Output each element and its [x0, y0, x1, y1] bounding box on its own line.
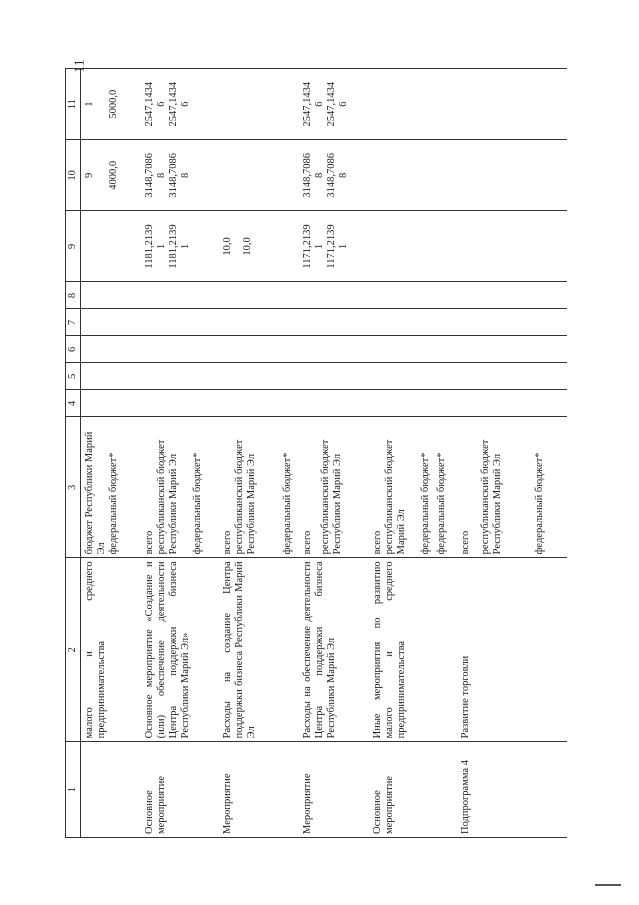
row-name-cell: Расходы на обеспечение деятельности Центра поддержки бизнеса Республики Марий Эл	[298, 557, 368, 741]
empty-cell	[140, 335, 218, 362]
value-cell-11	[140, 68, 218, 139]
value: 2547,1434	[325, 81, 336, 126]
column-header: 8	[65, 282, 80, 309]
value: 1181,2139	[167, 223, 178, 269]
column-header: 3	[65, 416, 80, 557]
empty-cell	[218, 282, 298, 309]
funding-source: федеральный бюджет*	[533, 451, 544, 554]
funding-source: республиканский бюджет Республики Марий Эл	[479, 439, 502, 554]
table-row	[456, 68, 566, 837]
empty-cell	[368, 362, 456, 389]
value-cell-11	[456, 68, 566, 139]
value-cell-9	[368, 210, 456, 281]
value-cell-11	[218, 68, 298, 139]
value-cell-10	[456, 139, 566, 210]
empty-cell	[456, 335, 566, 362]
value: 3148,7086	[143, 152, 154, 198]
value: 1	[83, 101, 95, 107]
value-cell-9	[218, 210, 298, 281]
empty-cell	[80, 389, 140, 416]
funding-source: федеральный бюджет*	[435, 451, 446, 554]
value-cell-10	[80, 139, 140, 210]
empty-cell	[140, 389, 218, 416]
page-number: 11	[72, 59, 88, 73]
row-type-cell: Подпрограмма 4	[456, 741, 566, 837]
value: 1	[313, 243, 324, 249]
funding-source-cell	[140, 416, 218, 557]
table-header-row	[65, 68, 80, 837]
empty-cell	[80, 362, 140, 389]
row-type-cell: Мероприятие	[218, 741, 298, 837]
column-header: 11	[65, 68, 80, 139]
funding-source: федеральный бюджет*	[191, 451, 202, 554]
empty-cell	[298, 362, 368, 389]
row-type-cell	[80, 741, 140, 837]
value-cell-11	[80, 68, 140, 139]
row-name-cell: Расходы на создание Центра поддержки бизнеса Республики Марий Эл	[218, 557, 298, 741]
table-row	[368, 68, 456, 837]
value: 6	[155, 101, 166, 107]
value-cell-11	[368, 68, 456, 139]
value: 9	[83, 172, 95, 178]
funding-source-cell	[456, 416, 566, 557]
row-type-cell: Основное мероприятие	[140, 741, 218, 837]
value: 10,0	[221, 236, 232, 256]
empty-cell	[368, 308, 456, 335]
value: 2547,1434	[301, 81, 312, 126]
column-header: 1	[65, 741, 80, 837]
column-header: 4	[65, 389, 80, 416]
value: 3148,7086	[167, 152, 178, 198]
value: 1	[179, 243, 190, 249]
value-cell-10	[218, 139, 298, 210]
budget-table-sheet	[65, 68, 565, 838]
funding-source-cell	[368, 416, 456, 557]
row-name-cell: Основное мероприятие «Создание и (или) обеспечение деятельности Центра поддержки бизнеса Республики Марий Эл»	[140, 557, 218, 741]
row-type-cell: Основное мероприятие	[368, 741, 456, 837]
funding-source: всего	[143, 530, 154, 554]
row-name-cell: Иные мероприятия по развитию малого и среднего предпринимательства	[368, 557, 456, 741]
empty-cell	[218, 362, 298, 389]
value: 8	[155, 172, 166, 178]
value: 4000,0	[107, 160, 119, 190]
value: 8	[179, 172, 190, 178]
value: 1171,2139	[301, 223, 312, 269]
funding-source: всего	[459, 530, 470, 554]
empty-cell	[140, 282, 218, 309]
empty-cell	[298, 335, 368, 362]
value-cell-9	[140, 210, 218, 281]
value-cell-10	[368, 139, 456, 210]
funding-source: всего	[221, 530, 232, 554]
empty-cell	[80, 282, 140, 309]
value: 5000,0	[107, 89, 119, 119]
empty-cell	[80, 335, 140, 362]
funding-source: федеральный бюджет*	[419, 451, 430, 554]
budget-table	[65, 68, 567, 838]
value: 3148,7086	[301, 152, 312, 198]
value: 2547,1434	[167, 81, 178, 126]
value: 10,0	[241, 236, 252, 256]
value-cell-9	[456, 210, 566, 281]
column-header: 6	[65, 335, 80, 362]
value-cell-10	[298, 139, 368, 210]
column-header: 10	[65, 139, 80, 210]
table-row	[298, 68, 368, 837]
value: 6	[179, 101, 190, 107]
value: 1	[155, 243, 166, 249]
empty-cell	[456, 362, 566, 389]
empty-cell	[368, 335, 456, 362]
funding-source: республиканский бюджет Республики Марий Эл	[319, 439, 342, 554]
table-row	[218, 68, 298, 837]
empty-cell	[298, 308, 368, 335]
empty-cell	[456, 282, 566, 309]
value: 1171,2139	[325, 223, 336, 269]
column-header: 9	[65, 210, 80, 281]
value: 8	[313, 172, 324, 178]
funding-source: бюджет Республики Марий Эл	[83, 431, 107, 554]
value-cell-9	[298, 210, 368, 281]
column-header: 5	[65, 362, 80, 389]
table-row	[140, 68, 218, 837]
row-name-cell: Развитие торговли	[456, 557, 566, 741]
funding-source: республиканский бюджет Республики Марий Эл	[233, 439, 256, 554]
value: 1	[337, 243, 348, 249]
value: 3148,7086	[325, 152, 336, 198]
funding-source: всего	[371, 530, 382, 554]
empty-cell	[218, 308, 298, 335]
table-row	[80, 68, 140, 837]
funding-source: федеральный бюджет*	[281, 451, 292, 554]
funding-source-cell	[298, 416, 368, 557]
empty-cell	[140, 362, 218, 389]
empty-cell	[218, 389, 298, 416]
value: 1181,2139	[143, 223, 154, 269]
funding-source-cell	[218, 416, 298, 557]
funding-source: федеральный бюджет*	[107, 451, 119, 554]
column-header: 2	[65, 557, 80, 741]
funding-source-cell	[80, 416, 140, 557]
funding-source: республиканский бюджет Марий Эл	[383, 439, 406, 554]
value: 6	[313, 101, 324, 107]
empty-cell	[368, 282, 456, 309]
empty-cell	[80, 308, 140, 335]
empty-cell	[368, 389, 456, 416]
funding-source: республиканский бюджет Республики Марий Эл	[155, 439, 178, 554]
empty-cell	[456, 389, 566, 416]
value: 8	[337, 172, 348, 178]
empty-cell	[298, 389, 368, 416]
value-cell-11	[298, 68, 368, 139]
value: 6	[337, 101, 348, 107]
row-name-cell: малого и среднего предпринимательства	[80, 557, 140, 741]
funding-source: всего	[301, 530, 312, 554]
row-type-cell: Мероприятие	[298, 741, 368, 837]
value: 2547,1434	[143, 81, 154, 126]
page-edge-mark	[595, 884, 621, 886]
empty-cell	[218, 335, 298, 362]
empty-cell	[456, 308, 566, 335]
value-cell-9	[80, 210, 140, 281]
empty-cell	[298, 282, 368, 309]
column-header: 7	[65, 308, 80, 335]
value-cell-10	[140, 139, 218, 210]
empty-cell	[140, 308, 218, 335]
